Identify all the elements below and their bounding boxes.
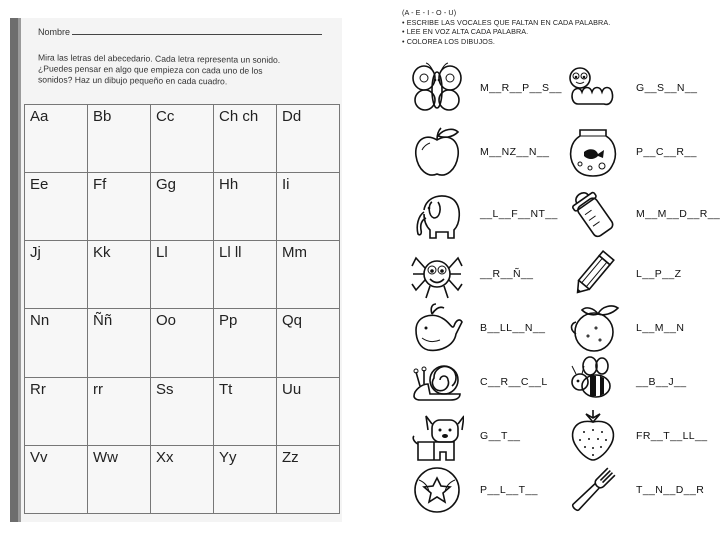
letter-cell: Ff [88,173,151,241]
exercise-item [398,246,554,306]
letter-cell: Mm [277,241,340,309]
pencil-icon [566,246,620,302]
exercise-item [554,186,720,246]
exercise-item [554,462,710,522]
missing-vowel-word: M__R__P__S__ [480,82,562,94]
letter-cell: rr [88,377,151,445]
letter-cell: Cc [151,105,214,173]
letter-cell: Tt [214,377,277,445]
grid-row [25,445,340,513]
letter-cell: Ññ [88,309,151,377]
letter-cell: Dd [277,105,340,173]
letter-cell: Ch ch [214,105,277,173]
exercise-item [398,408,554,468]
worm-icon [566,60,620,116]
worksheet-instructions [38,52,343,88]
strawberry-icon [566,408,620,464]
letter-cell: Qq [277,309,340,377]
exercise-item [554,60,710,120]
letter-cell: Aa [25,105,88,173]
exercise-item [554,354,710,414]
fork-icon [566,462,620,518]
missing-vowel-word: T__N__D__R [636,484,705,496]
worksheet-header [402,8,610,46]
letter-cell: Yy [214,445,277,513]
missing-vowel-word: FR__T__LL__ [636,430,708,442]
ball-icon [410,462,464,518]
alphabet-worksheet [10,18,342,522]
letter-cell: Pp [214,309,277,377]
letter-cell: Uu [277,377,340,445]
letter-cell: Xx [151,445,214,513]
missing-vowel-word: L__M__N [636,322,685,334]
grid-row [25,241,340,309]
elephant-icon [410,186,464,242]
letter-cell: Hh [214,173,277,241]
exercise-item [554,408,710,468]
grid-row [25,377,340,445]
letter-cell: Bb [88,105,151,173]
bee-icon [566,354,620,410]
fishbowl-icon [566,124,620,180]
exercise-item [398,124,554,184]
missing-vowel-word: L__P__Z [636,268,682,280]
vowels-title: (A - E - I - O - U) [402,8,457,17]
letter-cell: Rr [25,377,88,445]
letter-cell: Ll [151,241,214,309]
missing-vowel-word: G__S__N__ [636,82,698,94]
letter-cell: Ll ll [214,241,277,309]
instruction-line: • LEE EN VOZ ALTA CADA PALABRA. [402,27,529,36]
instruction-line: • ESCRIBE LAS VOCALES QUE FALTAN EN CADA PALABRA. [402,17,611,27]
letter-cell: Ww [88,445,151,513]
letter-cell: Jj [25,241,88,309]
letter-cell: Oo [151,309,214,377]
instruction-line: sonidos? Haz un dibujo pequeño en cada cuadro. [38,74,228,87]
exercise-item [398,60,562,120]
name-label: Nombre [38,27,71,37]
missing-vowel-word: M__NZ__N__ [480,146,550,158]
grid-row [25,309,340,377]
instruction-line: • COLOREA LOS DIBUJOS. [402,36,495,46]
missing-vowel-word: P__L__T__ [480,484,538,496]
letter-cell: Nn [25,309,88,377]
letter-cell: Zz [277,445,340,513]
spider-icon [410,246,464,302]
grid-row [25,105,340,173]
baby-bottle-icon [566,186,620,242]
missing-vowel-word: G__T__ [480,430,521,442]
butterfly-icon [410,60,464,116]
missing-vowel-word: C__R__C__L [480,376,548,388]
whale-icon [410,300,464,356]
missing-vowel-word: M__M__D__R__ [636,208,720,220]
letter-cell: Vv [25,445,88,513]
letter-cell: Gg [151,173,214,241]
exercise-item [398,462,554,522]
missing-vowel-word: P__C__R__ [636,146,697,158]
vowels-worksheet [398,8,720,522]
missing-vowel-word: __B__J__ [636,376,687,388]
exercise-item [398,300,554,360]
grid-row [25,173,340,241]
exercise-item [554,246,710,306]
letter-cell: Kk [88,241,151,309]
snail-icon [410,354,464,410]
apple-icon [410,124,464,180]
missing-vowel-word: __L__F__NT__ [480,208,558,220]
instruction-line: Mira las letras del abecedario. Cada letra representa un sonido. [38,52,281,65]
instruction-line: ¿Puedes pensar en algo que empieza con cada uno de los [38,63,263,76]
exercise-item [554,300,710,360]
lemon-icon [566,300,620,356]
missing-vowel-word: __R__Ñ__ [480,268,534,280]
exercise-item [554,124,710,184]
name-underline [72,26,322,35]
exercise-item [398,354,554,414]
alphabet-grid [24,104,340,514]
letter-cell: Ss [151,377,214,445]
letter-cell: Ee [25,173,88,241]
name-field [38,26,338,37]
dog-icon [410,408,464,464]
letter-cell: Ii [277,173,340,241]
exercise-item [398,186,558,246]
missing-vowel-word: B__LL__N__ [480,322,546,334]
